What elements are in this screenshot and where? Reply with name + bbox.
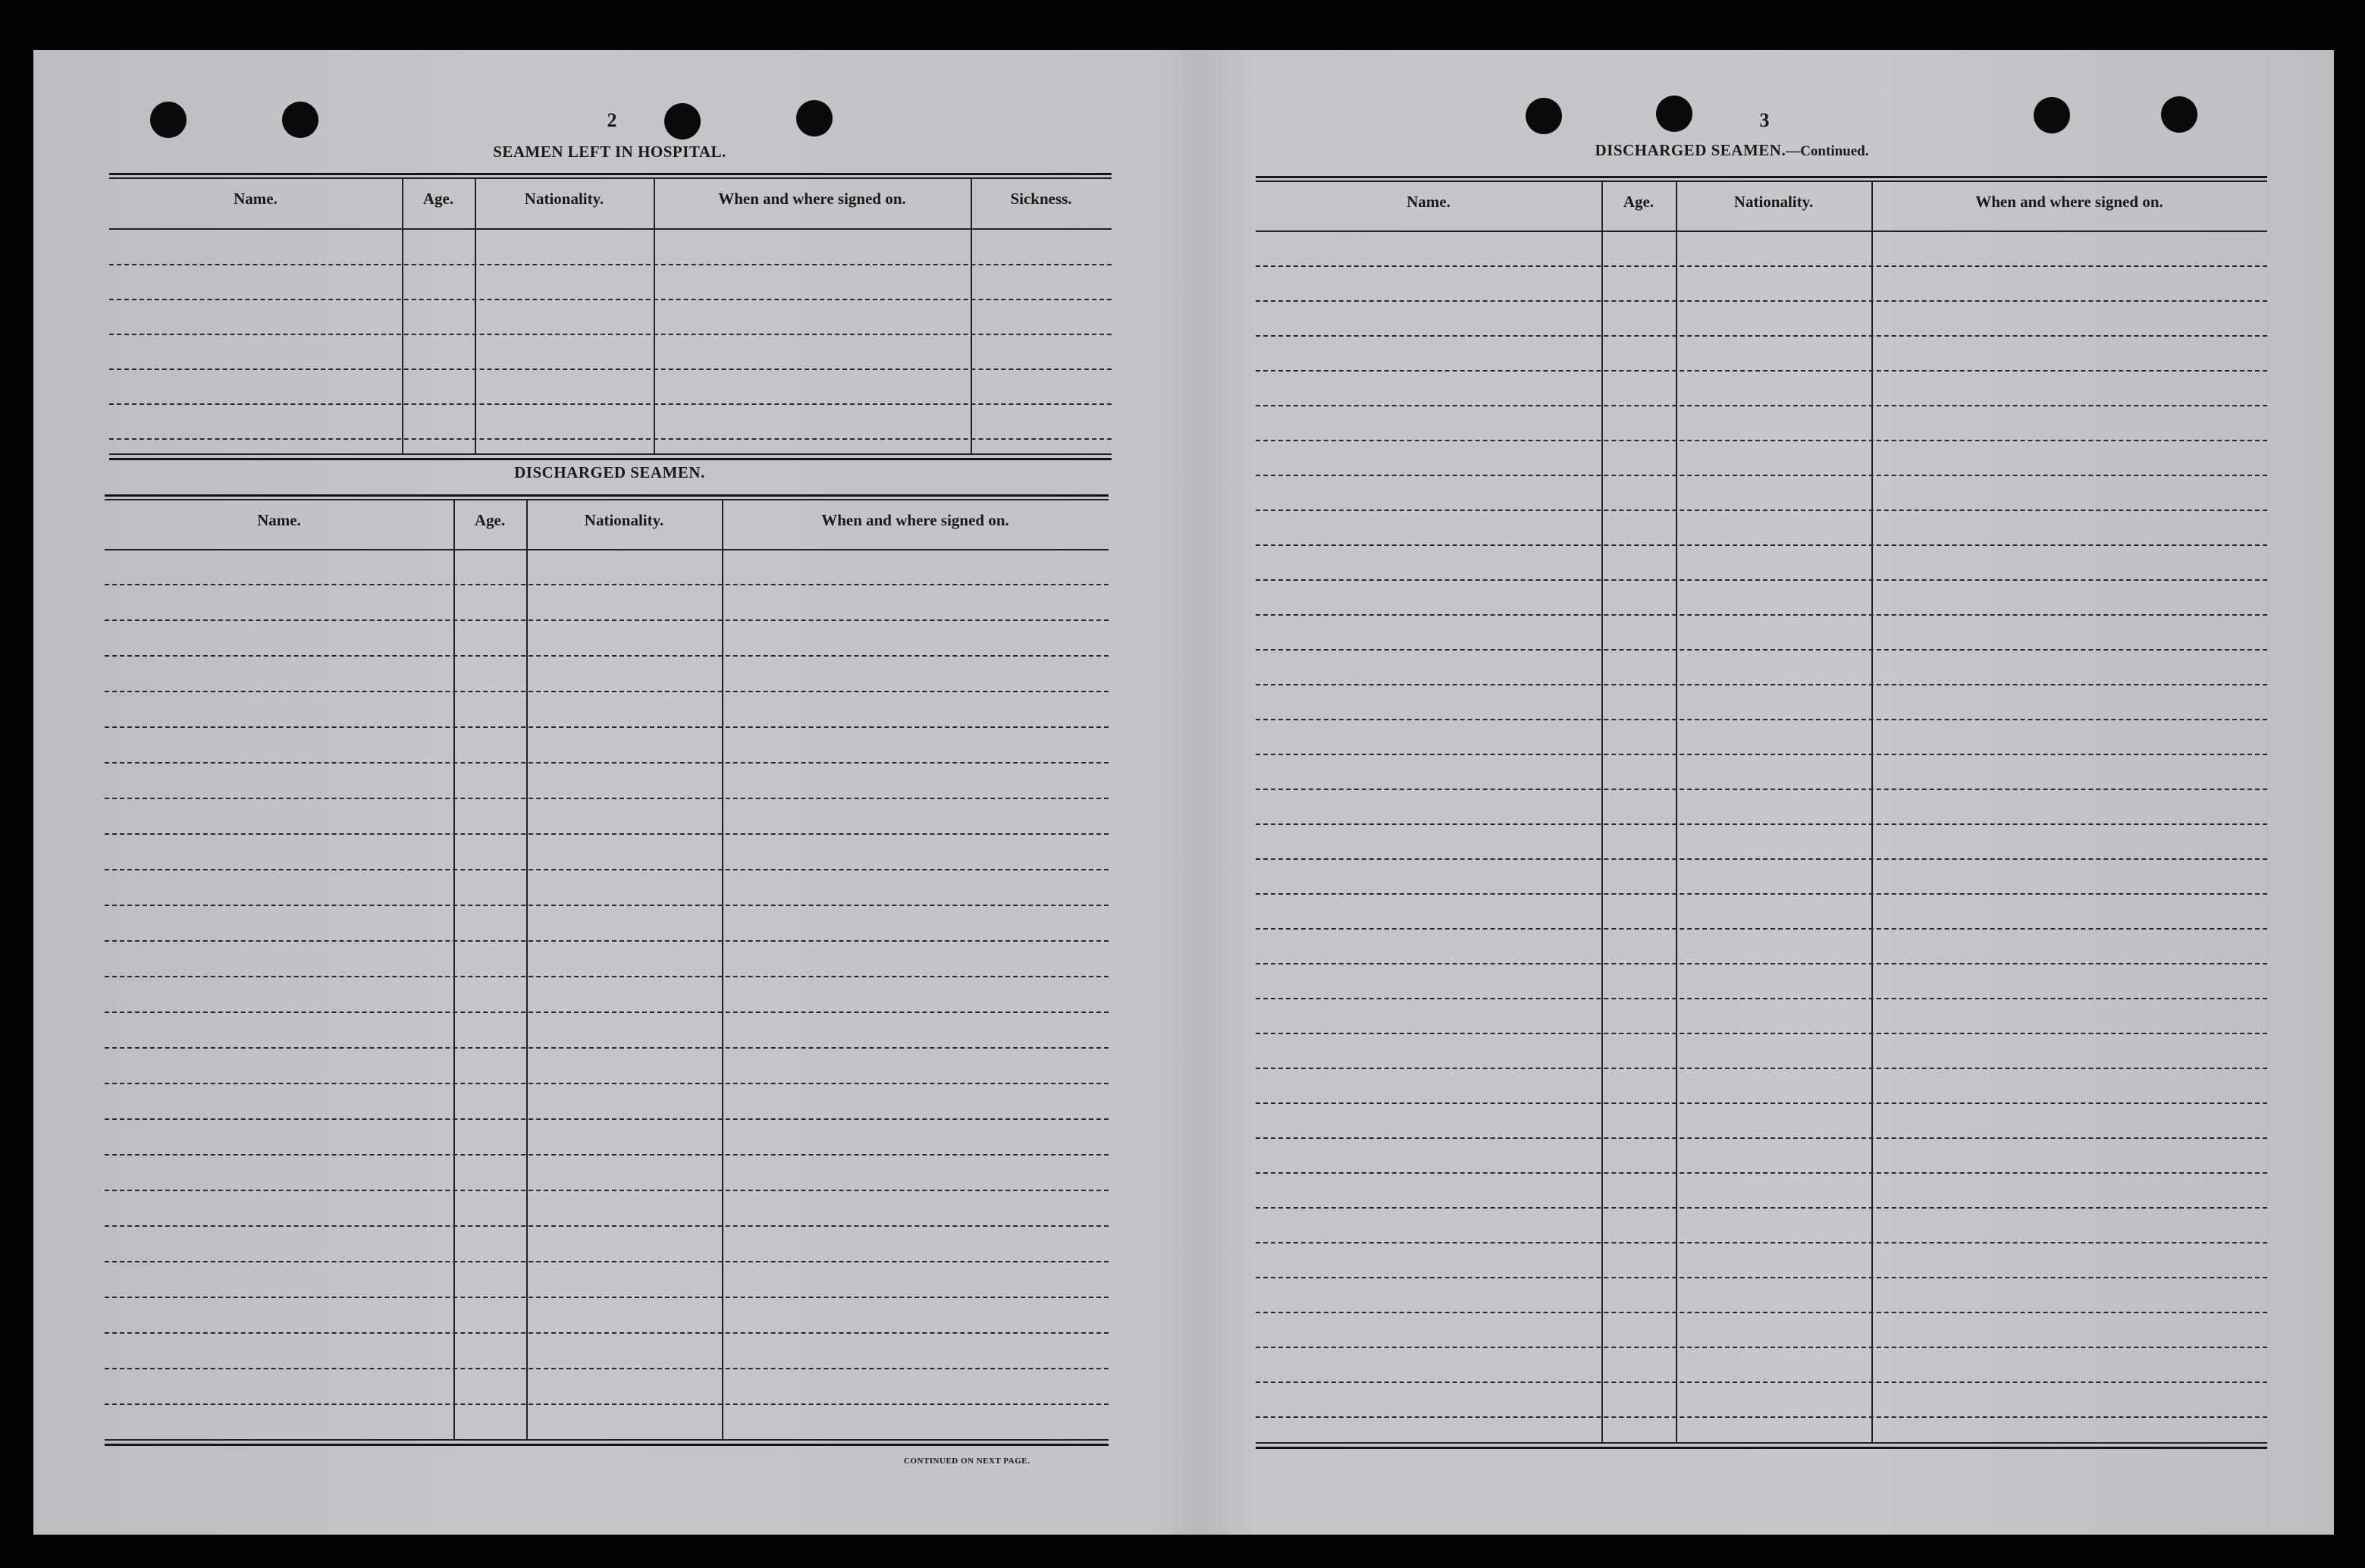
column-header: When and where signed on. — [718, 190, 906, 208]
column-divider — [475, 177, 476, 453]
ruled-line — [105, 1011, 1109, 1013]
discharged-section-title: DISCHARGED SEAMEN. — [514, 463, 705, 481]
table-bottom-rule — [105, 1439, 1109, 1441]
ruled-line — [1256, 614, 2267, 616]
column-divider — [526, 499, 528, 1439]
ruled-line — [105, 1047, 1109, 1049]
table-top-rule — [109, 173, 1112, 175]
ruled-line — [109, 299, 1112, 300]
column-header: Name. — [1407, 193, 1451, 211]
ruled-line — [105, 691, 1109, 692]
column-divider — [654, 177, 655, 453]
ruled-line — [105, 1190, 1109, 1191]
column-header: When and where signed on. — [1975, 193, 2163, 211]
hospital-section-title: SEAMEN LEFT IN HOSPITAL. — [493, 143, 726, 161]
column-header: Nationality. — [584, 511, 664, 529]
ruled-line — [1256, 998, 2267, 999]
ruled-line — [109, 334, 1112, 335]
column-header: Name. — [257, 511, 301, 529]
ruled-line — [1256, 1137, 2267, 1139]
ruled-line — [109, 438, 1112, 440]
ruled-line — [1256, 1207, 2267, 1209]
column-header: When and where signed on. — [821, 511, 1009, 529]
ruled-line — [1256, 858, 2267, 860]
ruled-line — [1256, 1172, 2267, 1174]
ruled-line — [1256, 475, 2267, 476]
ruled-line — [1256, 1033, 2267, 1034]
ruled-line — [1256, 1068, 2267, 1069]
column-divider — [971, 177, 972, 453]
ruled-line — [105, 1154, 1109, 1156]
table-bottom-rule — [1256, 1447, 2267, 1449]
punch-hole — [150, 102, 187, 138]
ruled-line — [105, 726, 1109, 728]
punch-hole — [664, 103, 701, 140]
table-bottom-rule — [109, 458, 1112, 460]
ruled-line — [1256, 1347, 2267, 1348]
continued-footer: CONTINUED ON NEXT PAGE. — [904, 1457, 1030, 1466]
ruled-line — [105, 940, 1109, 942]
title-main: DISCHARGED SEAMEN. — [1595, 141, 1786, 159]
ruled-line — [1256, 789, 2267, 790]
ruled-line — [1256, 440, 2267, 441]
ruled-line — [105, 1368, 1109, 1369]
ruled-line — [1256, 300, 2267, 302]
column-header: Nationality. — [1733, 193, 1814, 211]
column-header: Nationality. — [524, 190, 604, 208]
ruled-line — [1256, 963, 2267, 964]
column-divider — [453, 499, 455, 1439]
ruled-line — [105, 833, 1109, 835]
ruled-line — [1256, 1312, 2267, 1313]
punch-hole — [1656, 96, 1692, 132]
ruled-line — [1256, 510, 2267, 511]
table-top-rule — [1256, 180, 2267, 182]
table-top-rule — [109, 177, 1112, 179]
ruled-line — [1256, 1277, 2267, 1278]
ruled-line — [105, 619, 1109, 621]
ruled-line — [109, 403, 1112, 405]
ruled-line — [1256, 754, 2267, 755]
ruled-line — [1256, 405, 2267, 406]
column-header: Name. — [234, 190, 278, 208]
ruled-line — [1256, 335, 2267, 337]
column-header: Age. — [1623, 193, 1655, 211]
column-header: Age. — [422, 190, 454, 208]
column-header: Sickness. — [1010, 190, 1072, 208]
column-header: Age. — [474, 511, 506, 529]
punch-hole — [2034, 97, 2070, 133]
title-suffix: —Continued. — [1786, 143, 1869, 159]
ruled-line — [1256, 649, 2267, 651]
ruled-line — [1256, 544, 2267, 546]
ruled-line — [105, 1403, 1109, 1405]
ruled-line — [105, 798, 1109, 799]
table-bottom-rule — [1256, 1442, 2267, 1444]
ruled-line — [105, 1297, 1109, 1298]
ruled-line — [1256, 1242, 2267, 1243]
ruled-line — [1256, 928, 2267, 930]
ruled-line — [105, 1225, 1109, 1227]
ruled-line — [1256, 579, 2267, 581]
ruled-line — [105, 869, 1109, 870]
punch-hole — [796, 100, 833, 136]
table-bottom-rule — [105, 1444, 1109, 1446]
ruled-line — [105, 1261, 1109, 1262]
punch-hole — [1526, 98, 1562, 134]
table-bottom-rule — [109, 453, 1112, 455]
ruled-line — [105, 584, 1109, 585]
ruled-line — [109, 264, 1112, 265]
ruled-line — [105, 655, 1109, 657]
ruled-line — [105, 976, 1109, 977]
ledger-sheet — [33, 50, 2334, 1535]
table-top-rule — [1256, 176, 2267, 178]
ruled-line — [109, 368, 1112, 370]
ruled-line — [1256, 893, 2267, 895]
table-top-rule — [105, 499, 1109, 500]
header-rule — [1256, 230, 2267, 232]
discharged-continued-title — [1542, 141, 1921, 160]
page-number: 3 — [1759, 109, 1770, 131]
column-divider — [402, 177, 403, 453]
ruled-line — [1256, 1381, 2267, 1383]
punch-hole — [2161, 96, 2197, 133]
ruled-line — [105, 1083, 1109, 1084]
ruled-line — [1256, 265, 2267, 267]
ruled-line — [1256, 823, 2267, 825]
header-rule — [105, 549, 1109, 550]
header-rule — [109, 228, 1112, 230]
ruled-line — [1256, 684, 2267, 685]
ruled-line — [105, 905, 1109, 906]
page-number: 2 — [607, 109, 617, 131]
ruled-line — [1256, 1102, 2267, 1104]
column-divider — [722, 499, 723, 1439]
ruled-line — [1256, 1416, 2267, 1418]
ruled-line — [1256, 370, 2267, 372]
ruled-line — [105, 1118, 1109, 1120]
punch-hole — [282, 102, 318, 138]
ruled-line — [105, 762, 1109, 764]
ruled-line — [1256, 719, 2267, 720]
table-top-rule — [105, 494, 1109, 497]
ruled-line — [105, 1332, 1109, 1334]
